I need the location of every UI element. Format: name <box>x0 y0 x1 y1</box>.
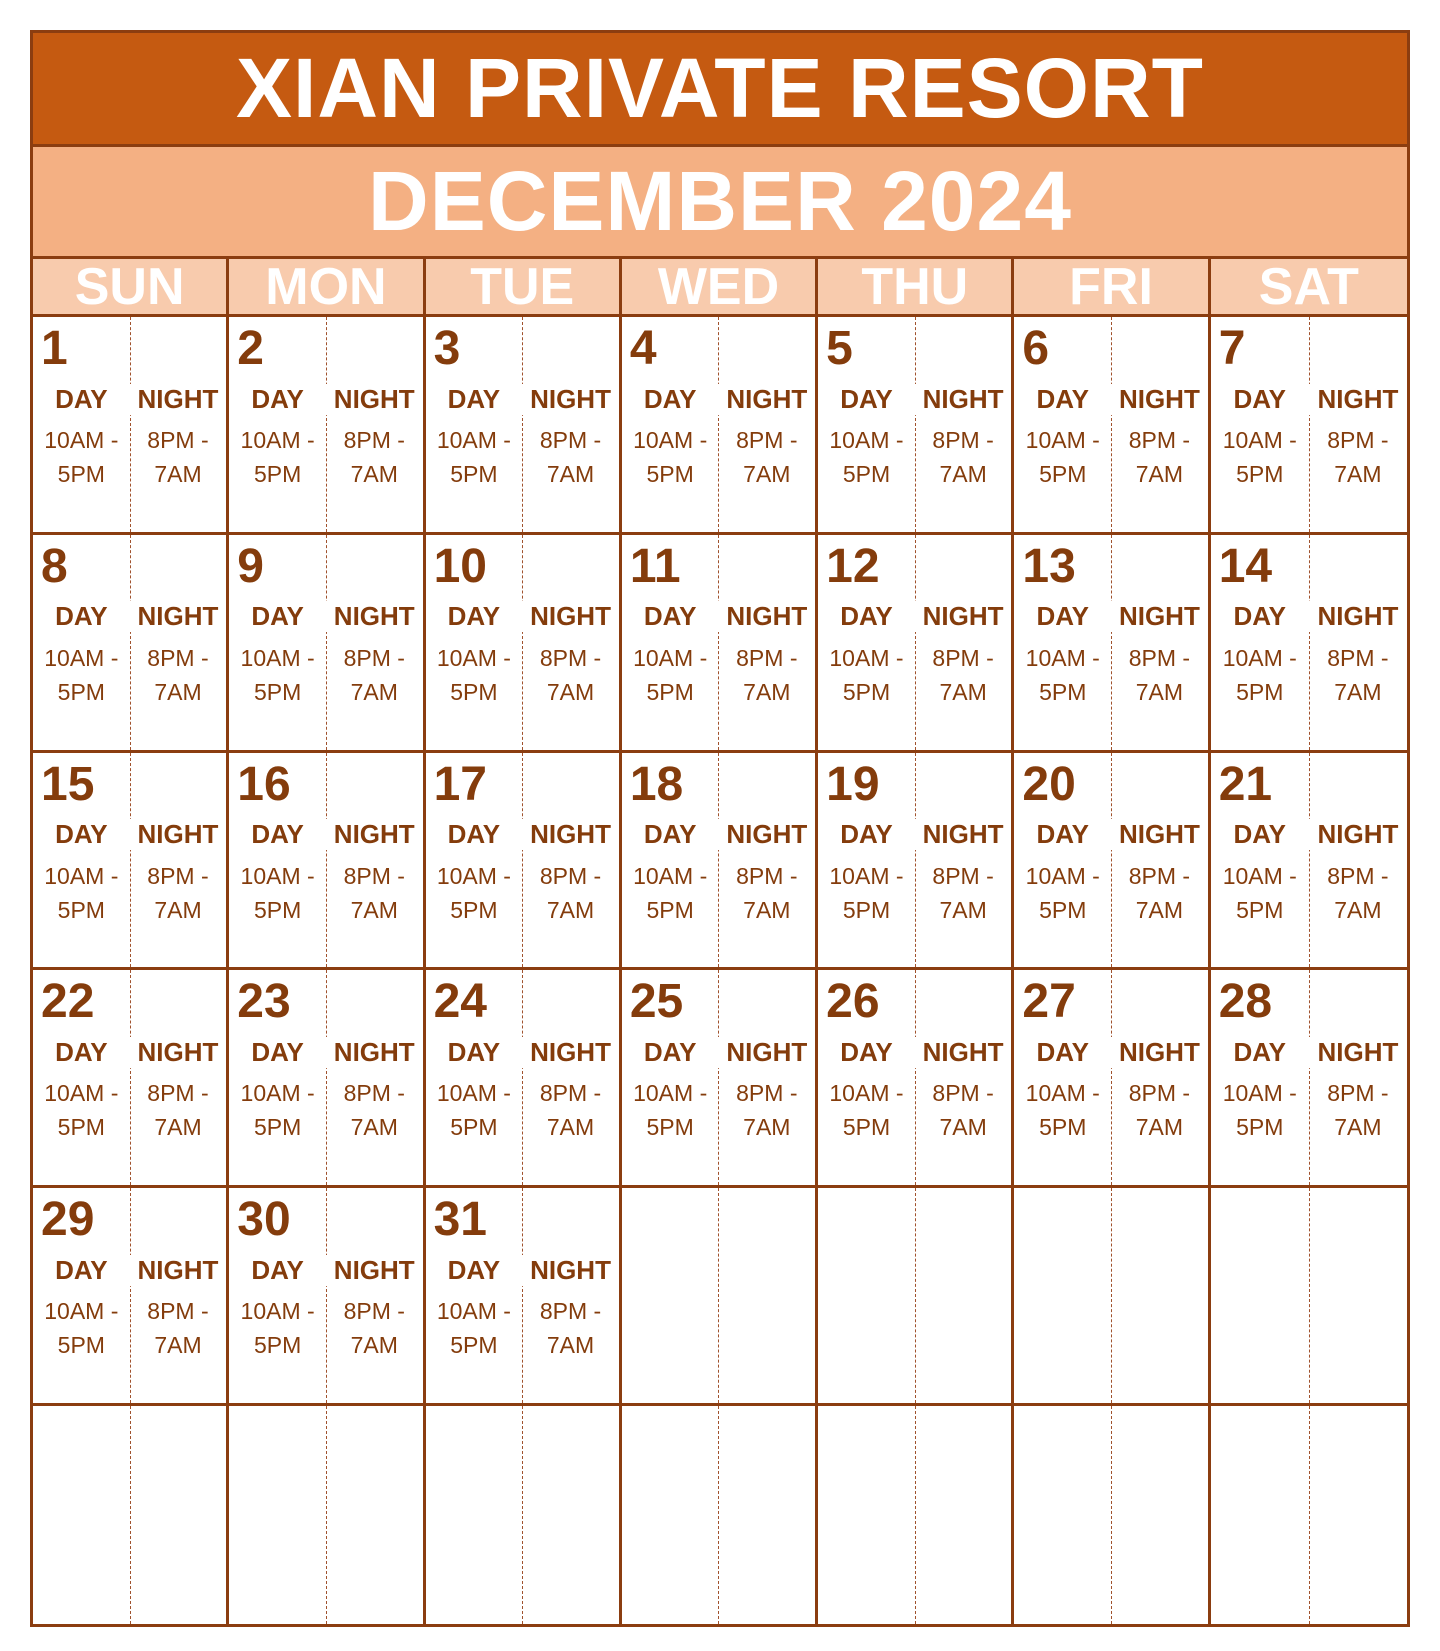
day-number: 7 <box>1218 322 1246 375</box>
day-slot-time: 10AM - 5PM <box>240 862 315 923</box>
night-slot-time: 8PM - 7AM <box>932 862 994 923</box>
calendar-day-cell <box>1014 535 1210 750</box>
night-slot-time: 8PM - 7AM <box>343 1080 405 1141</box>
day-number: 15 <box>41 757 95 811</box>
calendar-day-cell <box>1211 970 1407 1185</box>
night-slot-time: 8PM - 7AM <box>343 1298 405 1359</box>
day-slot-label: DAY <box>229 384 326 415</box>
night-slot-label: NIGHT <box>718 1037 815 1068</box>
calendar-day-cell <box>229 535 425 750</box>
day-slot-label: DAY <box>818 601 915 632</box>
night-slot-time: 8PM - 7AM <box>343 862 405 923</box>
calendar-day-cell <box>229 317 425 532</box>
night-slot-time: 8PM - 7AM <box>932 1080 994 1141</box>
day-slot-label: DAY <box>426 1037 523 1068</box>
day-slot-time: 10AM - 5PM <box>633 644 708 705</box>
day-slot-label: DAY <box>1014 819 1111 850</box>
night-slot-label: NIGHT <box>1309 819 1407 850</box>
day-slot-label: DAY <box>33 1255 130 1286</box>
day-number: 21 <box>1218 757 1273 811</box>
day-slot-label: DAY <box>33 819 130 850</box>
night-slot-time: 8PM - 7AM <box>932 644 994 705</box>
weekday-sun: SUN <box>33 259 229 314</box>
day-slot-label: DAY <box>426 1255 523 1286</box>
day-slot-time: 10AM - 5PM <box>240 644 315 705</box>
day-number: 26 <box>826 975 880 1029</box>
day-slot-label: DAY <box>33 1037 130 1068</box>
day-number: 8 <box>41 539 68 593</box>
day-slot-label: DAY <box>1211 1037 1309 1068</box>
night-slot-label: NIGHT <box>1309 384 1407 415</box>
day-slot-time: 10AM - 5PM <box>1222 862 1297 923</box>
night-slot-label: NIGHT <box>130 384 227 415</box>
night-slot-time: 8PM - 7AM <box>1327 427 1389 487</box>
calendar-day-cell <box>1014 1406 1210 1624</box>
day-slot-label: DAY <box>622 1037 719 1068</box>
calendar-day-cell <box>1211 535 1407 750</box>
night-slot-label: NIGHT <box>522 601 619 632</box>
calendar-week-row <box>33 535 1407 753</box>
calendar-day-cell <box>818 535 1014 750</box>
day-number: 11 <box>629 539 681 593</box>
calendar-day-cell <box>818 970 1014 1185</box>
night-slot-time: 8PM - 7AM <box>147 644 209 705</box>
day-slot-label: DAY <box>229 819 326 850</box>
calendar-day-cell <box>229 1188 425 1403</box>
calendar-day-cell <box>426 753 622 968</box>
day-slot-time: 10AM - 5PM <box>44 1298 119 1359</box>
day-number: 12 <box>826 539 880 593</box>
calendar-day-cell <box>1014 1188 1210 1403</box>
calendar-day-cell <box>426 1406 622 1624</box>
resort-title: XIAN PRIVATE RESORT <box>33 33 1407 147</box>
night-slot-time: 8PM - 7AM <box>736 644 798 705</box>
day-slot-label: DAY <box>229 1037 326 1068</box>
calendar-day-cell <box>1211 317 1407 532</box>
calendar-day-cell <box>622 317 818 532</box>
day-slot-time: 10AM - 5PM <box>1025 644 1100 705</box>
day-slot-label: DAY <box>33 384 130 415</box>
night-slot-label: NIGHT <box>1309 1037 1407 1068</box>
night-slot-label: NIGHT <box>522 1037 619 1068</box>
day-slot-label: DAY <box>818 384 915 415</box>
day-number: 22 <box>41 975 95 1029</box>
day-slot-time: 10AM - 5PM <box>1025 1080 1100 1141</box>
day-slot-label: DAY <box>1211 384 1309 415</box>
day-number: 6 <box>1022 322 1050 375</box>
night-slot-label: NIGHT <box>522 384 619 415</box>
calendar-week-row <box>33 970 1407 1188</box>
weekday-header-row <box>33 259 1407 317</box>
day-number: 29 <box>41 1193 95 1247</box>
calendar-day-cell <box>1211 1188 1407 1403</box>
night-slot-label: NIGHT <box>1111 601 1208 632</box>
day-number: 18 <box>629 757 684 811</box>
night-slot-label: NIGHT <box>130 1255 227 1286</box>
day-slot-time: 10AM - 5PM <box>44 644 119 705</box>
calendar-day-cell <box>33 1406 229 1624</box>
night-slot-time: 8PM - 7AM <box>1128 1080 1191 1141</box>
night-slot-label: NIGHT <box>915 384 1012 415</box>
day-number: 9 <box>237 539 264 593</box>
day-slot-time: 10AM - 5PM <box>633 427 708 487</box>
night-slot-time: 8PM - 7AM <box>539 1298 602 1359</box>
calendar-week-row <box>33 317 1407 535</box>
calendar-day-cell <box>1014 317 1210 532</box>
day-number: 27 <box>1022 975 1076 1029</box>
day-slot-time: 10AM - 5PM <box>436 862 511 923</box>
calendar-day-cell <box>33 317 229 532</box>
night-slot-time: 8PM - 7AM <box>1327 862 1389 923</box>
calendar-week-row <box>33 1406 1407 1624</box>
night-slot-label: NIGHT <box>130 819 227 850</box>
day-slot-time: 10AM - 5PM <box>44 1080 119 1141</box>
day-slot-time: 10AM - 5PM <box>829 427 904 487</box>
night-slot-label: NIGHT <box>522 819 619 850</box>
night-slot-time: 8PM - 7AM <box>147 427 209 487</box>
calendar-day-cell <box>1211 1406 1407 1624</box>
day-number: 10 <box>433 539 487 593</box>
day-slot-label: DAY <box>426 384 523 415</box>
day-slot-time: 10AM - 5PM <box>829 1080 904 1141</box>
calendar-day-cell <box>1014 753 1210 968</box>
day-slot-time: 10AM - 5PM <box>829 862 904 923</box>
night-slot-time: 8PM - 7AM <box>539 862 602 923</box>
night-slot-label: NIGHT <box>1111 1037 1208 1068</box>
day-number: 17 <box>433 757 487 811</box>
night-slot-time: 8PM - 7AM <box>1327 644 1389 705</box>
night-slot-time: 8PM - 7AM <box>147 1080 209 1141</box>
calendar <box>30 30 1410 1627</box>
calendar-day-cell <box>622 1406 818 1624</box>
weekday-tue: TUE <box>426 259 622 314</box>
calendar-week-row <box>33 753 1407 971</box>
day-slot-time: 10AM - 5PM <box>1222 427 1297 487</box>
day-slot-time: 10AM - 5PM <box>633 862 708 923</box>
calendar-day-cell <box>229 753 425 968</box>
night-slot-time: 8PM - 7AM <box>147 1298 209 1359</box>
day-number: 5 <box>826 322 853 375</box>
night-slot-label: NIGHT <box>718 819 815 850</box>
calendar-day-cell <box>229 1406 425 1624</box>
day-slot-time: 10AM - 5PM <box>436 1080 511 1141</box>
night-slot-time: 8PM - 7AM <box>736 427 798 487</box>
day-slot-time: 10AM - 5PM <box>240 427 315 487</box>
day-slot-time: 10AM - 5PM <box>240 1080 315 1141</box>
night-slot-label: NIGHT <box>130 601 227 632</box>
night-slot-label: NIGHT <box>915 1037 1012 1068</box>
day-number: 28 <box>1218 975 1273 1029</box>
weekday-fri: FRI <box>1014 259 1210 314</box>
day-slot-time: 10AM - 5PM <box>240 1298 315 1359</box>
night-slot-label: NIGHT <box>130 1037 227 1068</box>
night-slot-label: NIGHT <box>326 601 423 632</box>
day-slot-time: 10AM - 5PM <box>436 427 511 487</box>
calendar-day-cell <box>426 535 622 750</box>
day-slot-time: 10AM - 5PM <box>829 644 904 705</box>
day-slot-time: 10AM - 5PM <box>44 862 119 923</box>
calendar-day-cell <box>622 970 818 1185</box>
day-slot-time: 10AM - 5PM <box>44 427 119 487</box>
night-slot-label: NIGHT <box>522 1255 619 1286</box>
night-slot-time: 8PM - 7AM <box>932 427 994 487</box>
night-slot-time: 8PM - 7AM <box>1327 1080 1389 1141</box>
calendar-day-cell <box>818 753 1014 968</box>
calendar-day-cell <box>818 317 1014 532</box>
calendar-day-cell <box>33 535 229 750</box>
night-slot-time: 8PM - 7AM <box>1128 644 1191 705</box>
day-slot-label: DAY <box>1211 601 1309 632</box>
day-number: 14 <box>1218 539 1273 593</box>
day-number: 13 <box>1022 539 1076 593</box>
month-title: DECEMBER 2024 <box>33 147 1407 259</box>
day-number: 30 <box>237 1193 291 1247</box>
day-number: 20 <box>1022 757 1076 811</box>
day-slot-label: DAY <box>622 601 719 632</box>
day-number: 31 <box>433 1193 487 1247</box>
day-slot-label: DAY <box>426 601 523 632</box>
day-number: 4 <box>629 322 657 375</box>
day-number: 2 <box>237 322 264 375</box>
day-slot-label: DAY <box>229 601 326 632</box>
day-slot-label: DAY <box>818 1037 915 1068</box>
night-slot-label: NIGHT <box>326 384 423 415</box>
calendar-day-cell <box>33 753 229 968</box>
calendar-day-cell <box>1211 753 1407 968</box>
night-slot-time: 8PM - 7AM <box>539 644 602 705</box>
calendar-day-cell <box>818 1406 1014 1624</box>
night-slot-label: NIGHT <box>1111 819 1208 850</box>
night-slot-label: NIGHT <box>1309 601 1407 632</box>
day-slot-time: 10AM - 5PM <box>436 644 511 705</box>
day-slot-time: 10AM - 5PM <box>1222 1080 1297 1141</box>
calendar-day-cell <box>1014 970 1210 1185</box>
night-slot-label: NIGHT <box>915 819 1012 850</box>
night-slot-time: 8PM - 7AM <box>736 1080 798 1141</box>
night-slot-label: NIGHT <box>718 384 815 415</box>
day-slot-time: 10AM - 5PM <box>633 1080 708 1141</box>
day-slot-label: DAY <box>1014 384 1111 415</box>
calendar-week-row <box>33 1188 1407 1406</box>
day-number: 19 <box>826 757 880 811</box>
night-slot-time: 8PM - 7AM <box>343 644 405 705</box>
day-slot-time: 10AM - 5PM <box>1025 862 1100 923</box>
night-slot-time: 8PM - 7AM <box>1128 862 1191 923</box>
calendar-day-cell <box>33 970 229 1185</box>
calendar-day-cell <box>426 317 622 532</box>
day-slot-time: 10AM - 5PM <box>1025 427 1100 487</box>
day-slot-label: DAY <box>622 819 719 850</box>
calendar-weeks <box>33 317 1407 1624</box>
day-number: 16 <box>237 757 291 811</box>
night-slot-time: 8PM - 7AM <box>736 862 798 923</box>
calendar-day-cell <box>622 535 818 750</box>
day-slot-label: DAY <box>33 601 130 632</box>
day-number: 24 <box>433 975 487 1029</box>
weekday-mon: MON <box>229 259 425 314</box>
day-number: 3 <box>433 322 461 375</box>
day-slot-label: DAY <box>1211 819 1309 850</box>
day-slot-label: DAY <box>1014 1037 1111 1068</box>
day-number: 23 <box>237 975 291 1029</box>
night-slot-time: 8PM - 7AM <box>539 1080 602 1141</box>
day-slot-time: 10AM - 5PM <box>1222 644 1297 705</box>
calendar-day-cell <box>229 970 425 1185</box>
calendar-day-cell <box>426 970 622 1185</box>
night-slot-time: 8PM - 7AM <box>539 427 602 487</box>
day-slot-label: DAY <box>1014 601 1111 632</box>
day-number: 25 <box>629 975 684 1029</box>
day-slot-label: DAY <box>426 819 523 850</box>
calendar-day-cell <box>33 1188 229 1403</box>
day-slot-label: DAY <box>622 384 719 415</box>
calendar-day-cell <box>426 1188 622 1403</box>
day-slot-time: 10AM - 5PM <box>436 1298 511 1359</box>
day-slot-label: DAY <box>818 819 915 850</box>
night-slot-label: NIGHT <box>326 1255 423 1286</box>
night-slot-time: 8PM - 7AM <box>1128 427 1191 487</box>
calendar-day-cell <box>622 753 818 968</box>
night-slot-time: 8PM - 7AM <box>343 427 405 487</box>
day-number: 1 <box>41 322 68 375</box>
day-slot-label: DAY <box>229 1255 326 1286</box>
weekday-thu: THU <box>818 259 1014 314</box>
calendar-day-cell <box>818 1188 1014 1403</box>
weekday-sat: SAT <box>1211 259 1407 314</box>
weekday-wed: WED <box>622 259 818 314</box>
calendar-day-cell <box>622 1188 818 1403</box>
night-slot-label: NIGHT <box>326 1037 423 1068</box>
night-slot-label: NIGHT <box>1111 384 1208 415</box>
night-slot-label: NIGHT <box>718 601 815 632</box>
night-slot-time: 8PM - 7AM <box>147 862 209 923</box>
night-slot-label: NIGHT <box>326 819 423 850</box>
night-slot-label: NIGHT <box>915 601 1012 632</box>
